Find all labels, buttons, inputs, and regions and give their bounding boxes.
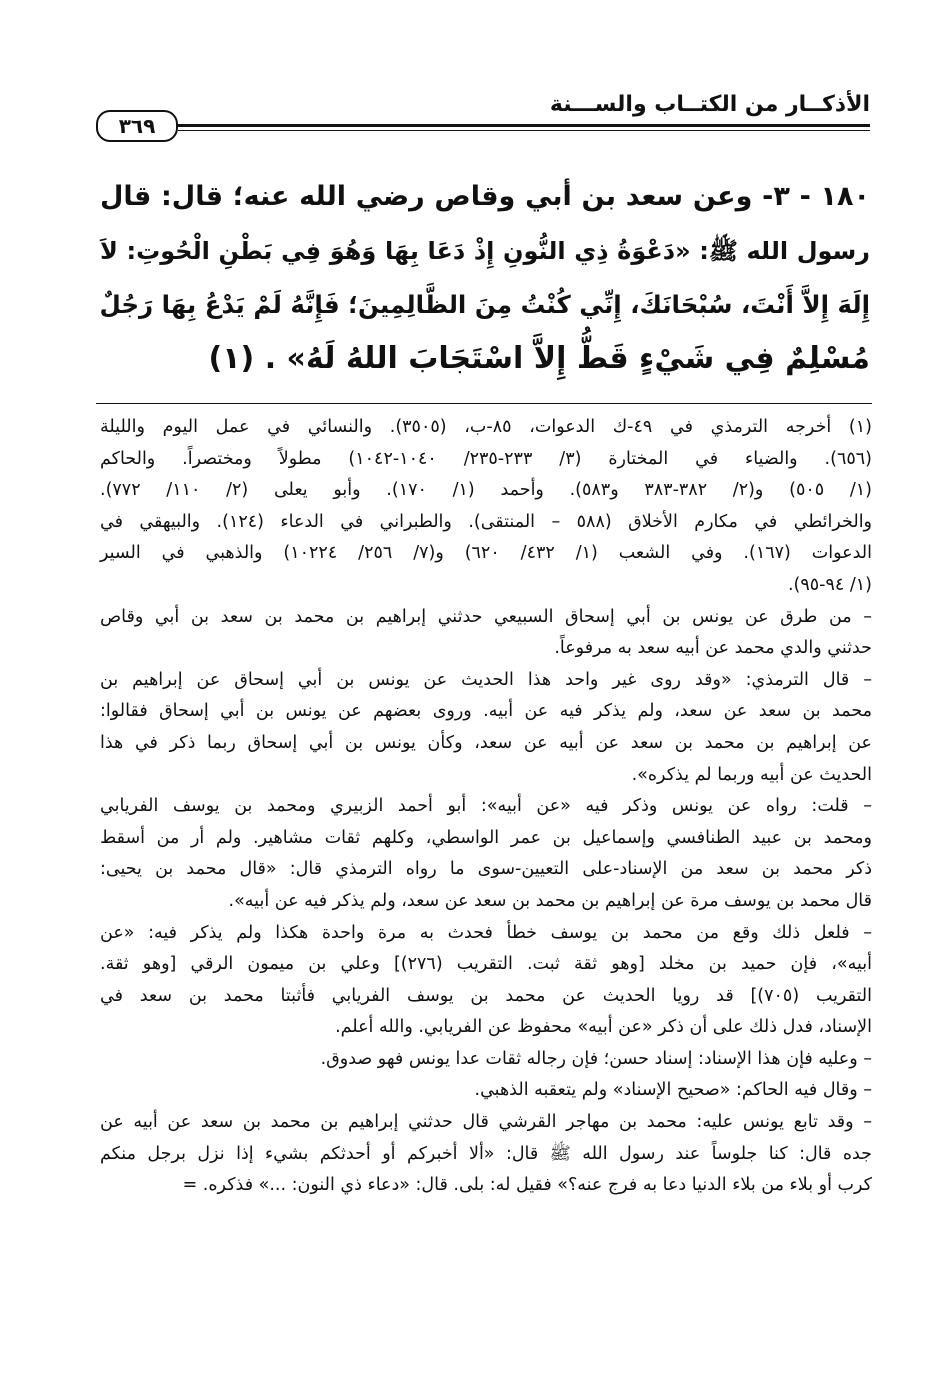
header-rule-thin <box>178 130 870 131</box>
footnote-line: – فلعل ذلك وقع من محمد بن يوسف خطأ فحدث به مرة واحدة هكذا ولم يذكر فيه: «عن <box>100 922 872 943</box>
hadith-line: إِلَهَ إِلاَّ أَنْتَ، سُبْحَانَكَ، إِنِّي كُنْتُ مِنَ الظَّالِمِينَ؛ فَإِنَّهُ لَمْ يَدْعُ بِهَا رَجُلٌ <box>99 290 870 319</box>
footnote-line: التقريب (٧٠٥)] قد رويا الحديث عن محمد بن يوسف الفريابي فأثبتا محمد بن سعد في <box>100 985 872 1006</box>
hadith-text <box>100 170 870 386</box>
footnote-line: الدعوات (١٦٧). وفي الشعب (١/ ٤٣٢/ ٦٢٠) و(٧/ ٢٥٦/ ١٠٢٢٤) والذهبي في السير <box>100 543 872 564</box>
hadith-line: مُسْلِمٌ فِي شَيْءٍ قَطُّ إِلاَّ اسْتَجَابَ اللهُ لَهُ» . (١) <box>208 341 870 376</box>
footnote-line: – قال الترمذي: «وقد روى غير واحد هذا الحديث عن يونس بن أبي إسحاق عن إبراهيم بن <box>100 669 872 690</box>
footnote-line: (١/ ٩٤-٩٥). <box>787 574 872 595</box>
footnote-line: كرب أو بلاء من بلاء الدنيا دعا به فرج عنه؟» فقيل له: بلى. قال: «دعاء ذي النون: ...» فذكره. = <box>182 1175 872 1196</box>
footnote-separator <box>96 403 872 404</box>
footnote-line: – وقال فيه الحاكم: «صحيح الإسناد» ولم يتعقبه الذهبي. <box>474 1080 872 1101</box>
footnote-line: محمد بن سعد عن سعد، ولم يذكر فيه عن أبيه. وروى بعضهم عن يونس بن أبي إسحاق فقالوا: <box>100 701 872 722</box>
footnote-line: (١/ ٥٠٥) و(٢/ ٣٨٢-٣٨٣ و٥٨٣). وأحمد (١/ ١٧٠). وأبو يعلى (٢/ ١١٠/ ٧٧٢). <box>100 480 872 501</box>
hadith-line: رسول الله ﷺ: «دَعْوَةُ ذِي النُّونِ إِذْ دَعَا بِهَا وَهُوَ فِي بَطْنِ الْحُوتِ: لاَ <box>100 237 870 265</box>
footnote-line: عن إبراهيم بن محمد بن سعد عن أبيه عن سعد، وكأن يونس بن أبي إسحاق ربما ذكر في هذا <box>100 732 872 753</box>
page-number: ٣٦٩ <box>96 110 178 142</box>
footnote-line: – وقد تابع يونس عليه: محمد بن مهاجر القرشي قال حدثني إبراهيم بن محمد بن سعد عن أبيه عن <box>100 1112 872 1133</box>
footnote-line: والخرائطي في مكارم الأخلاق (٥٨٨ – المنتقى). والطبراني في الدعاء (١٢٤). والبيهقي في <box>100 511 873 532</box>
footnotes <box>100 412 872 1202</box>
book-title: الأذكــار من الكتــاب والســـنة <box>549 92 870 117</box>
footnote-line: ومحمد بن عبيد الطنافسي وإسماعيل بن عمر الواسطي، وكلهم ثقات مشاهير. ولم أر من أسقط <box>100 827 872 848</box>
footnote-line: الحديث عن أبيه وربما لم يذكره». <box>631 764 872 785</box>
footnote-line: – من طرق عن يونس بن أبي إسحاق السبيعي حدثني إبراهيم بن محمد بن سعد بن أبي وقاص <box>100 606 872 627</box>
footnote-line: أبيه»، فإن حميد بن مخلد [وهو ثقة ثبت. التقريب (٢٧٦)] وعلي بن ميمون الرقي [وهو ثقة. <box>100 954 872 975</box>
footnote-line: ذكر محمد بن سعد من الإسناد-على التعيين-سوى ما رواه الترمذي قال: «قال محمد بن يحيى: <box>100 859 872 880</box>
footnote-line: جده قال: كنا جلوساً عند رسول الله ﷺ قال: «ألا أخبركم أو أحدثكم بشيء إذا نزل برجل منكم <box>100 1143 872 1164</box>
footnote-line: حدثني والدي محمد عن أبيه سعد به مرفوعاً. <box>554 638 872 659</box>
running-header <box>96 88 870 140</box>
footnote-line: – قلت: رواه عن يونس وذكر فيه «عن أبيه»: أبو أحمد الزبيري ومحمد بن يوسف الفريابي <box>100 796 872 817</box>
footnote-line: – وعليه فإن هذا الإسناد: إسناد حسن؛ فإن رجاله ثقات عدا يونس فهو صدوق. <box>320 1048 872 1069</box>
footnote-line: (١) أخرجه الترمذي في ٤٩-ك الدعوات، ٨٥-ب، (٣٥٠٥). والنسائي في عمل اليوم والليلة <box>100 417 872 437</box>
footnote-line: الإسناد، فدل ذلك على أن ذكر «عن أبيه» محفوظ عن الفريابي. والله أعلم. <box>335 1017 872 1038</box>
footnote-line: قال محمد بن يوسف مرة عن إبراهيم بن محمد بن سعد عن سعد، ولم يذكر فيه عن أبيه». <box>228 890 872 911</box>
hadith-line: ١٨٠ - ٣- وعن سعد بن أبي وقاص رضي الله عنه؛ قال: قال <box>100 181 870 212</box>
header-rule <box>178 124 870 127</box>
footnote-line: (٦٥٦). والضياء في المختارة (٣/ ٢٣٣-٢٣٥/ ١٠٤٠-١٠٤٢) مطولاً ومختصراً. والحاكم <box>100 448 872 469</box>
